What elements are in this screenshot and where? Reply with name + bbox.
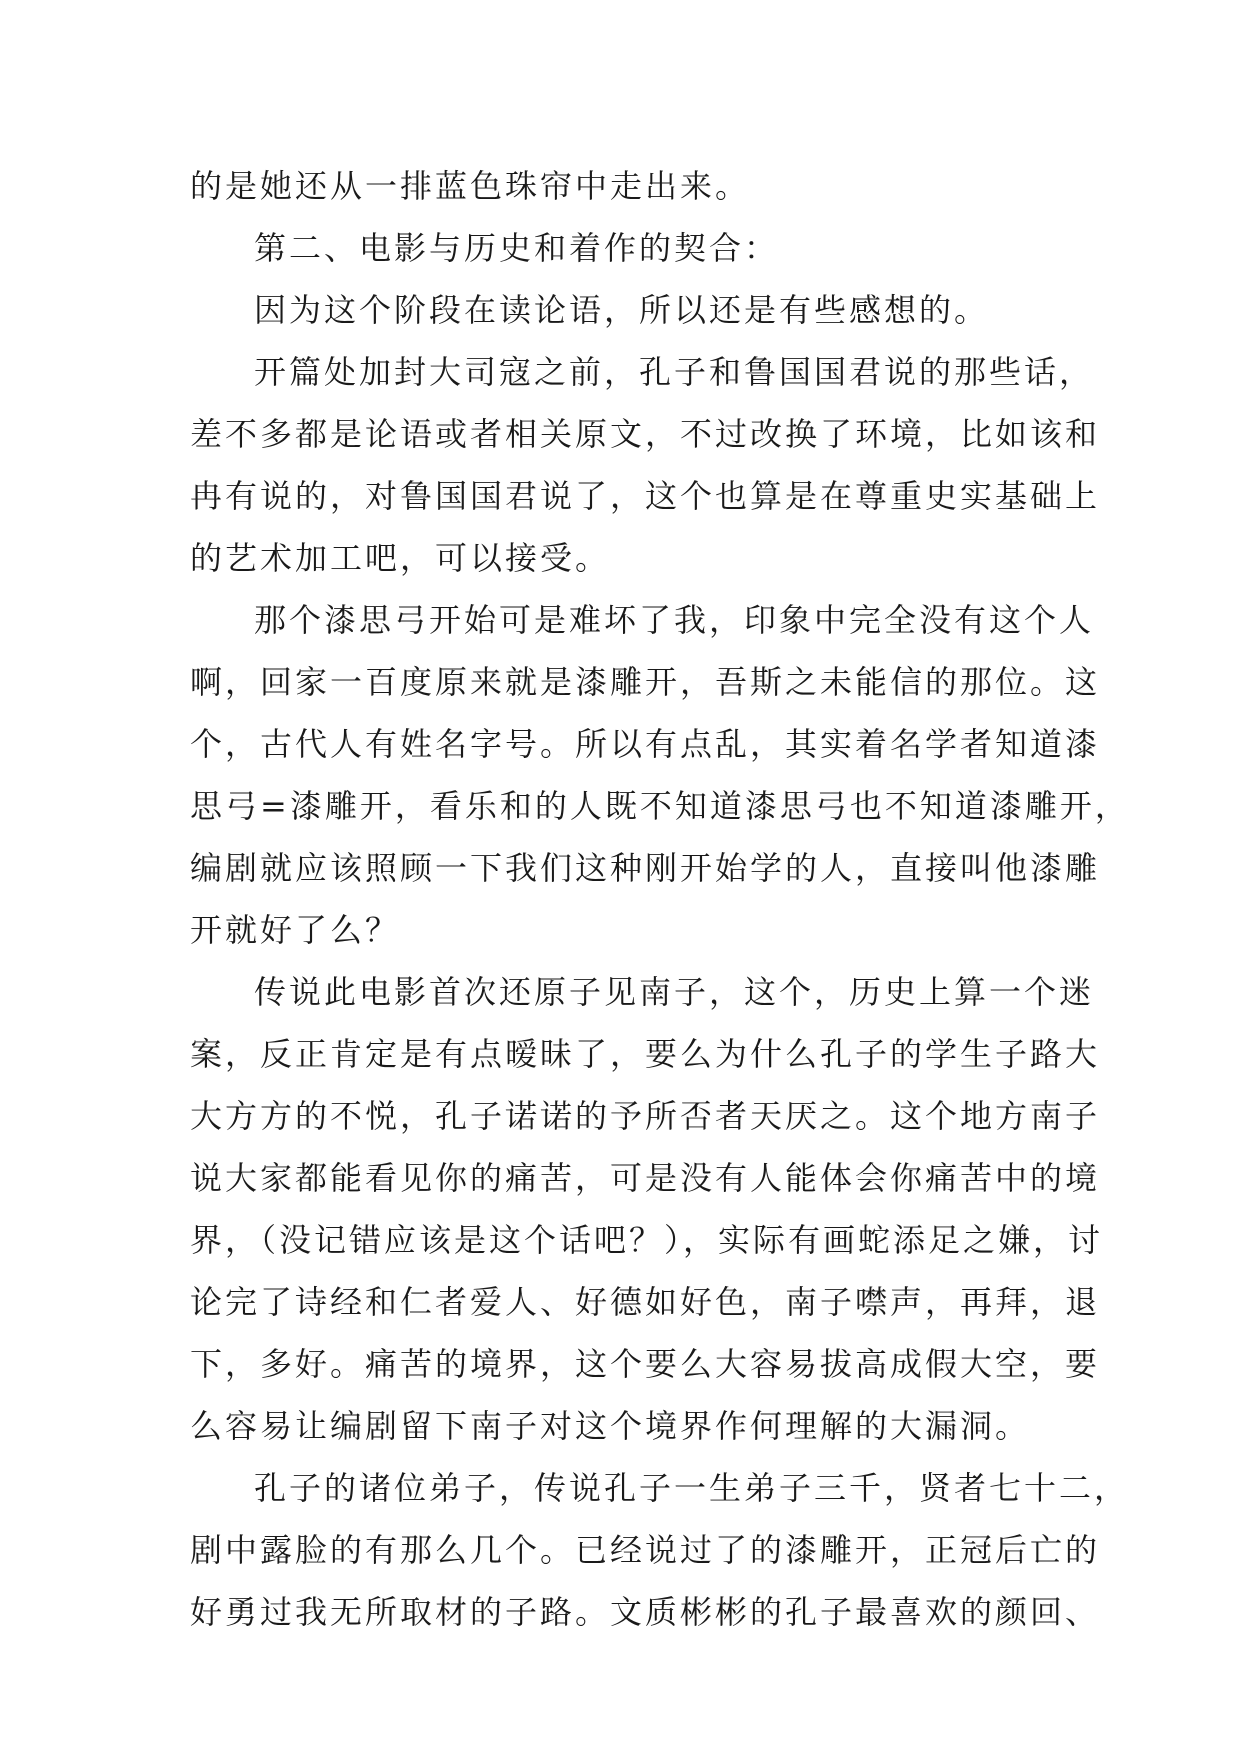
text-line: 案，反正肯定是有点暧昧了，要么为什么孔子的学生子路大 (190, 1035, 1101, 1073)
text-line: 传说此电影首次还原子见南子，这个，历史上算一个迷 (254, 973, 1095, 1011)
text-line: 好勇过我无所取材的子路。文质彬彬的孔子最喜欢的颜回、 (190, 1593, 1101, 1631)
text-line: 那个漆思弓开始可是难坏了我，印象中完全没有这个人 (254, 601, 1095, 639)
text-line: 开就好了么？ (190, 911, 401, 949)
text-line: 么容易让编剧留下南子对这个境界作何理解的大漏洞。 (190, 1407, 1031, 1445)
text-line: 差不多都是论语或者相关原文，不过改换了环境，比如该和 (190, 415, 1101, 453)
text-line: 冉有说的，对鲁国国君说了，这个也算是在尊重史实基础上 (190, 477, 1101, 515)
text-line: 下，多好。痛苦的境界，这个要么大容易拔高成假大空，要 (190, 1345, 1101, 1383)
text-line: 啊，回家一百度原来就是漆雕开，吾斯之未能信的那位。这 (190, 663, 1101, 701)
text-line: 因为这个阶段在读论语，所以还是有些感想的。 (254, 291, 990, 329)
text-line: 剧中露脸的有那么几个。已经说过了的漆雕开，正冠后亡的 (190, 1531, 1101, 1569)
text-line: 的是她还从一排蓝色珠帘中走出来。 (190, 167, 751, 205)
text-line: 说大家都能看见你的痛苦，可是没有人能体会你痛苦中的境 (190, 1159, 1101, 1197)
text-line: 思弓=漆雕开，看乐和的人既不知道漆思弓也不知道漆雕开， (190, 787, 1130, 825)
text-line: 孔子的诸位弟子，传说孔子一生弟子三千，贤者七十二， (254, 1469, 1130, 1507)
text-line: 第二、电影与历史和着作的契合： (254, 229, 780, 267)
text-line: 编剧就应该照顾一下我们这种刚开始学的人，直接叫他漆雕 (190, 849, 1101, 887)
text-line: 的艺术加工吧，可以接受。 (190, 539, 611, 577)
text-line: 开篇处加封大司寇之前，孔子和鲁国国君说的那些话， (254, 353, 1095, 391)
text-line: 大方方的不悦，孔子诺诺的予所否者天厌之。这个地方南子 (190, 1097, 1101, 1135)
body-text (190, 155, 1130, 1643)
text-line: 论完了诗经和仁者爱人、好德如好色，南子噤声，再拜，退 (190, 1283, 1101, 1321)
text-line: 界，（没记错应该是这个话吧？），实际有画蛇添足之嫌，讨 (190, 1221, 1104, 1259)
text-line: 个，古代人有姓名字号。所以有点乱，其实着名学者知道漆 (190, 725, 1101, 763)
